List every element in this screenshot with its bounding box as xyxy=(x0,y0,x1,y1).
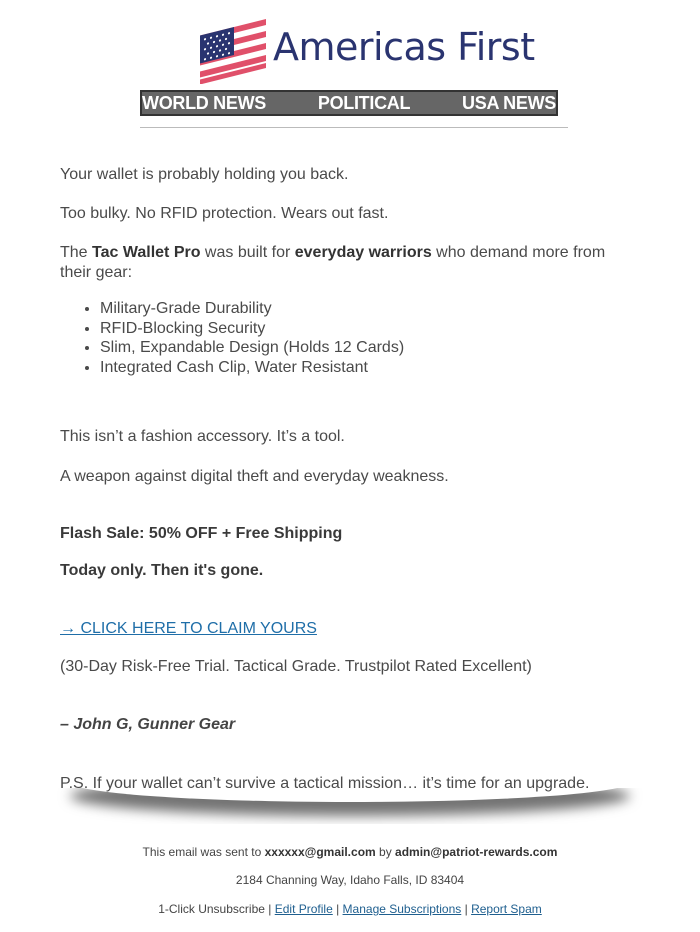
footer-address: 2184 Channing Way, Idaho Falls, ID 83404 xyxy=(235,873,465,887)
sent-pre: This email was sent to xyxy=(142,845,265,859)
body-line-3: This isn’t a fashion accessory. It’s a tool. xyxy=(60,428,345,445)
sender-email: admin@patriot-rewards.com xyxy=(395,845,558,859)
list-item: • Military-Grade Durability xyxy=(100,299,404,319)
link-separator: | xyxy=(332,902,343,916)
nav-usa-news[interactable]: USA NEWS xyxy=(462,92,556,113)
list-item: • RFID-Blocking Security xyxy=(100,319,404,339)
trial-note: (30-Day Risk-Free Trial. Tactical Grade. Trustpilot Rated Excellent) xyxy=(60,658,532,675)
intro-mid: was built for xyxy=(200,244,295,261)
body-line-2: Too bulky. No RFID protection. Wears out fast. xyxy=(60,205,389,222)
intro-post: who demand more from their gear: xyxy=(60,244,606,281)
brand-name: Americas First xyxy=(273,25,535,69)
feature-list xyxy=(60,299,404,377)
manage-subscriptions-link[interactable]: Manage Subscriptions xyxy=(342,902,462,916)
cta-wrapper xyxy=(60,619,620,639)
brand-logo[interactable] xyxy=(198,14,535,84)
intro-paragraph xyxy=(60,243,620,283)
product-name: Tac Wallet Pro xyxy=(92,244,201,261)
footer-sent-line xyxy=(0,845,700,859)
list-item: • Slim, Expandable Design (Holds 12 Cards) xyxy=(100,338,404,358)
nav-divider xyxy=(140,127,568,128)
nav-world-news[interactable]: WORLD NEWS xyxy=(142,92,266,113)
sale-headline: Flash Sale: 50% OFF + Free Shipping xyxy=(60,525,343,542)
link-separator: | xyxy=(264,902,275,916)
body-line-4: A weapon against digital theft and everyday weakness. xyxy=(60,468,449,485)
urgency-line: Today only. Then it's gone. xyxy=(60,562,264,579)
recipient-email: xxxxxx@gmail.com xyxy=(264,845,376,859)
postscript: P.S. If your wallet can’t survive a tactical mission… it’s time for an upgrade. xyxy=(60,775,590,792)
nav-bar xyxy=(140,90,558,116)
intro-pre: The xyxy=(60,244,93,261)
signature: – John G, Gunner Gear xyxy=(60,716,236,733)
report-spam-link[interactable]: Report Spam xyxy=(471,902,542,916)
sent-mid: by xyxy=(375,845,396,859)
us-flag-icon xyxy=(198,14,268,84)
list-item: • Integrated Cash Clip, Water Resistant xyxy=(100,358,404,378)
link-separator: | xyxy=(461,902,472,916)
footer-links xyxy=(0,902,700,916)
body-line-1: Your wallet is probably holding you back. xyxy=(60,166,349,183)
edit-profile-link[interactable]: Edit Profile xyxy=(274,902,333,916)
unsubscribe-text[interactable]: 1-Click Unsubscribe xyxy=(158,902,265,916)
footer-shadow-divider xyxy=(50,788,650,824)
audience-text: everyday warriors xyxy=(294,244,432,261)
nav-political[interactable]: POLITICAL xyxy=(317,92,411,113)
claim-link[interactable]: → CLICK HERE TO CLAIM YOURS xyxy=(60,620,317,637)
